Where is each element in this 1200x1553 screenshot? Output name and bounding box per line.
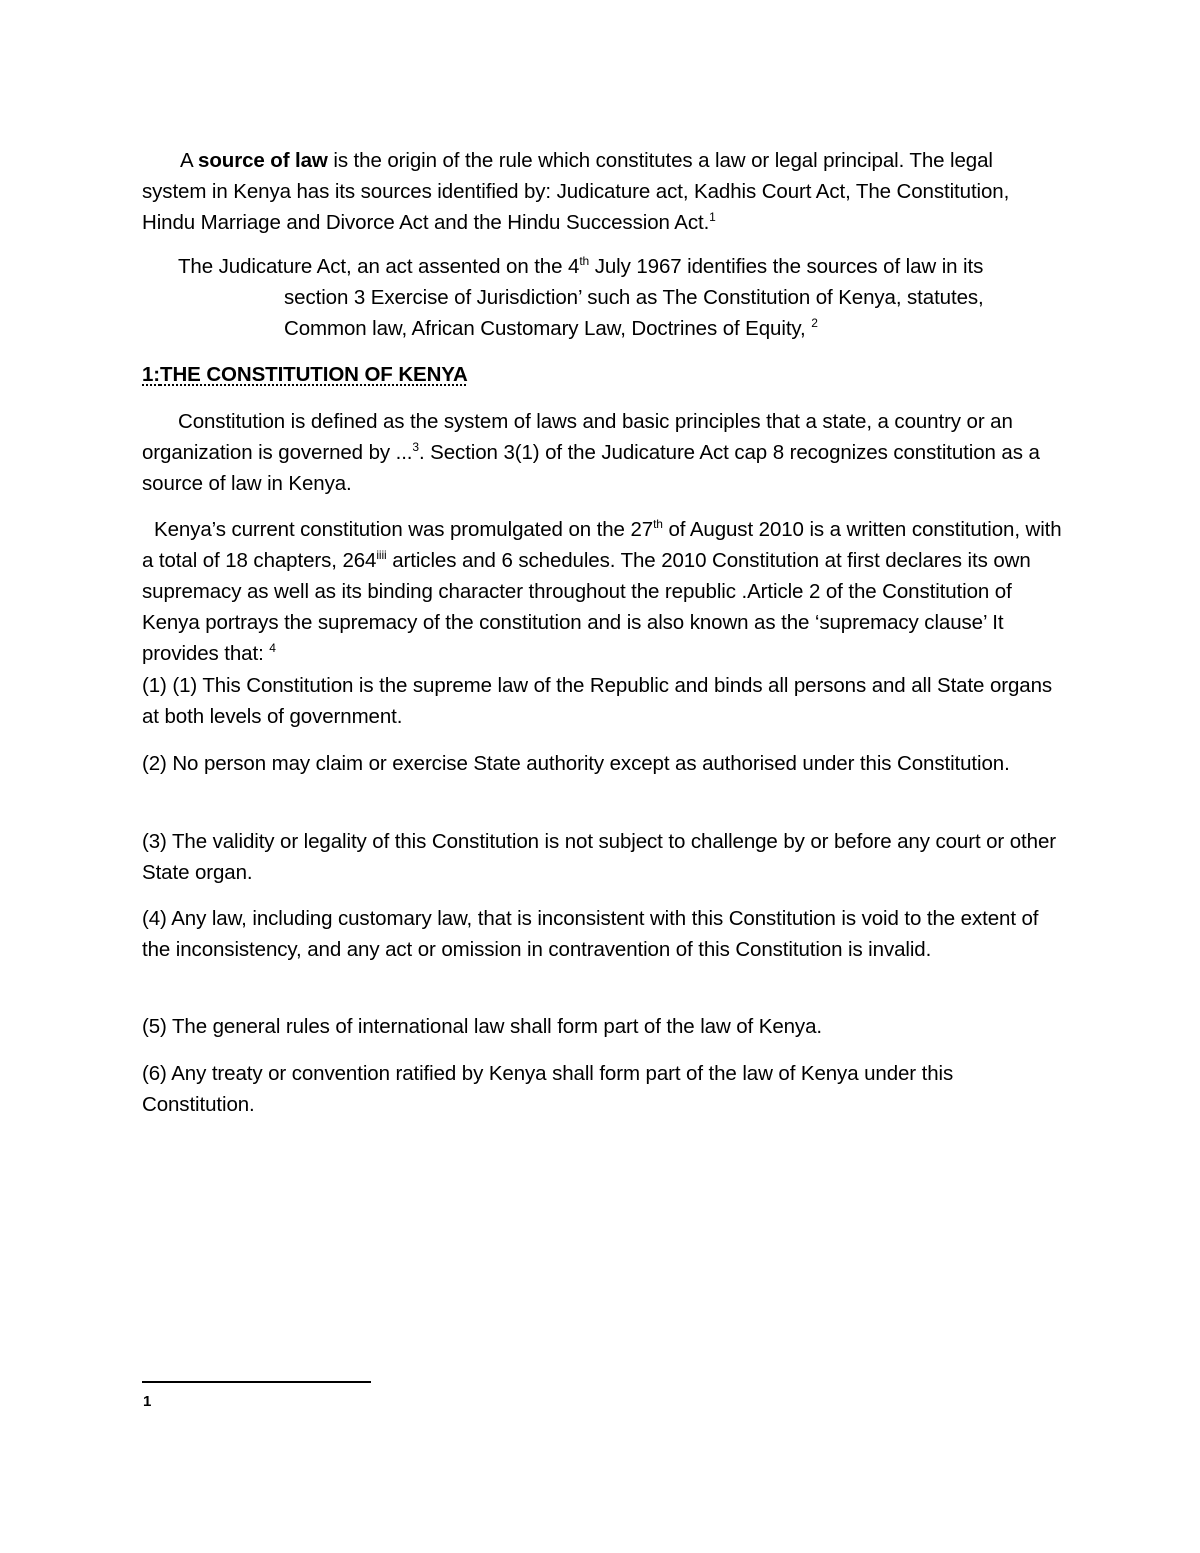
clause-6 [142, 1058, 1062, 1120]
section-title: THE CONSTITUTION OF KENYA [160, 363, 468, 386]
intro-bold-term: source of law [198, 149, 328, 172]
footnote-number: 1 [143, 1393, 152, 1410]
intro-text-end: is the origin of the rule which constitutes a law or legal principal. The legal system in Kenya has its sources identified by: Judicature act, Kadhis Court Act, The Constitution, Hindu Marriage and Divorce Act and the Hindu Succession Act. [142, 149, 1010, 234]
clause-5 [142, 1011, 1062, 1042]
clause-text: (3) The validity or legality of this Constitution is not subject to challenge by or before any court or other State organ. [142, 830, 1056, 884]
clause-4 [142, 903, 1062, 965]
footnote-ref-1[interactable]: 1 [709, 210, 716, 224]
clause-text: (2) No person may claim or exercise State authority except as authorised under this Constitution. [142, 752, 1010, 775]
clause-text: (4) Any law, including customary law, that is inconsistent with this Constitution is void to the extent of the inconsistency, and any act or omission in contravention of this Constitution is invalid. [142, 907, 1039, 961]
definition-paragraph: Constitution is defined as the system of laws and basic principles that a state, a country or an organization is governed by ...$^3$. Section 3(1) of the Judicature Act cap 8 recognizes constitution as a source of law in Kenya. [142, 410, 1040, 495]
section-heading [142, 359, 1062, 390]
clause-2 [142, 748, 1062, 779]
footnote-ref-4[interactable]: 4 [269, 641, 276, 655]
clause-text: (6) Any treaty or convention ratified by Kenya shall form part of the law of Kenya under this Constitution. [142, 1062, 954, 1116]
section-number: 1: [142, 363, 161, 386]
ordinal-suffix: th [653, 517, 663, 531]
judicature-paragraph [142, 251, 1062, 344]
intro-paragraph [142, 145, 1062, 238]
clause-text: (5) The general rules of international law shall form part of the law of Kenya. [142, 1015, 822, 1038]
clause-text: (1) (1) This Constitution is the supreme law of the Republic and binds all persons and all State organs at both levels of government. [142, 674, 1053, 728]
intro-text-start: A [180, 149, 199, 172]
judicature-line-2: section 3 Exercise of Jurisdiction’ such as The Constitution of Kenya, statutes, [284, 286, 984, 309]
clause-1 [142, 670, 1062, 732]
ordinal-suffix: th [579, 254, 590, 268]
footnote-ref-2[interactable]: 2 [811, 316, 818, 330]
clause-3 [142, 826, 1062, 888]
judicature-line-1: The Judicature Act, an act assented on the 4th July 1967 identifies the sources of law in its [178, 254, 984, 278]
footnote-ref-3[interactable]: 3 [412, 440, 419, 454]
current-constitution-paragraph: Kenya’s current constitution was promulgated on the 27th of August 2010 is a written constitution, with a total of 18 chapters, 264$^{iiii}$ articles and 6 schedules. The 2010 Constitution at first declares its own supremacy as well as its binding character throughout the republic .Article 2 of the Constitution of Kenya portrays the supremacy of the constitution and is also known as the ‘supremacy clause’ It provides that: $^4$ [142, 517, 1062, 665]
judicature-line-3: Common law, African Customary Law, Doctrines of Equity, $^2$ [284, 316, 818, 340]
endnote-ref[interactable]: iiii [376, 548, 387, 562]
footnote-separator [142, 1381, 371, 1383]
